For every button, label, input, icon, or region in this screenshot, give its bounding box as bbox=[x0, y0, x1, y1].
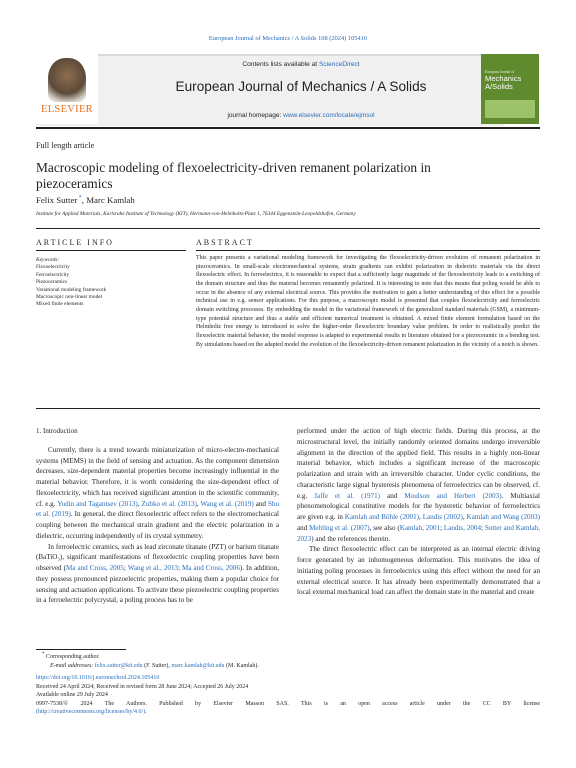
ref-link[interactable]: Yudin and Tagantsev (2013) bbox=[57, 499, 138, 508]
paragraph: Currently, there is a trend towards miniaturization of micro-electro-mechanical systems (MEMS) in the field of sensing and actuation. As the component dimension decreases, size-dependent material properties become increasingly influential in the material behavior. Therefore, it is worth considering the size-dependent effect of flexoelectricity, which has received significant attention in the scientific community, cf. e.g. Yudin and Tagantsev (2013), Zubko et al. (2013), Wang et al. (2019) and Shu et al. (2019). In general, the direct flexoelectric effect refers to the electromechanical coupling between the mechanical strain gradient and the electric polarization in a dielectric, occurring independently of its crystal symmetry. bbox=[36, 445, 280, 540]
corresponding-note: * Corresponding author. bbox=[42, 652, 100, 660]
abstract-text: This paper presents a variational modeling framework for investigating the flexoelectricity-driven evolution of remanent polarization in piezoceramics. In small-scale electromechanical systems, strain gradients can exhibit polarization in dielectric materials via the direct flexoelectric effect. In ferroelectrics, it is reasonable to expect that a sufficiently large magnitude of the flexoelectricity leads to a switching of the domain structure and thus the material becomes remanently polarized. It is interesting to note that this means that poling would be able to occur in the absence of any external electrical source. This provides the motivation to gain a better understanding of this effect for a possible technical use in e.g. sensor applications. For this purpose, a macroscopic model is presented that couples flexoelectricity and ferroelectric domain switching processes. By embedding the model in the variational framework of the generalized standard materials (GSM), a minimum-type potential structure and thus a stable and efficient numerical treatment is obtained. A mixed finite element formulation based on the Helmholtz free energy is introduced to solve the higher-order flexoelectric boundary value problem. In order to realistically predict the flexoelectric material behavior, the model response is adapted to experimental results in literature obtained for a piezoceramic in a bending test. By simulations based on the adapted model the evolution of the flexoelectricity-driven remanent polarization in the vicinity of a notch is shown. bbox=[196, 255, 540, 348]
ref-link[interactable]: Moulson and Herbert (2003) bbox=[404, 491, 502, 500]
paragraph: performed under the action of high electric fields. During this process, at the microstructural level, the initially randomly oriented domains undergo irreversible alignment in the direction of the applied field. This results in a highly non-linear material behavior, which includes a significant increase of the macroscopic polarization and strain with an irreversible character. Under cyclic conditions, the characteristic large signal hysteresis phenomena of ferroelectrics can be observed, cf. e.g. Jaffe et al. (1971) and Moulson and Herbert (2003). Multiaxial phenomenological constitutive models for the hysteretic behavior of ferroelectrics are given e.g. in Kamlah and Böhle (2001), Landis (2002), Kamlah and Wang (2003) and Mehling et al. (2007), see also (Kamlah, 2001; Landis, 2004; Sutter and Kamlah, 2023) and the references therein. bbox=[297, 427, 541, 543]
abstract-heading: ABSTRACT bbox=[196, 238, 254, 247]
ref-link[interactable]: Kamlah and Böhle (2001) bbox=[344, 513, 420, 521]
journal-title: European Journal of Mechanics / A Solids bbox=[175, 79, 427, 94]
section-title-introduction: 1. Introduction bbox=[36, 427, 78, 435]
ref-link[interactable]: Shu et al. (2019) bbox=[36, 499, 280, 519]
article-info-heading: ARTICLE INFO bbox=[36, 238, 114, 247]
keyword: Mixed finite elements bbox=[36, 301, 84, 308]
elsevier-wordmark: ELSEVIER bbox=[41, 104, 93, 115]
paragraph: The direct flexoelectric effect can be interpreted as an internal electric driving force generated by an inhomogeneous deformation. This motivates the idea of initiating poling processes in ferroelectrics using this effect without the need for an external electrical source. It has already been experimentally demonstrated that a local external mechanical load can affect the domain state in the material and create bbox=[297, 545, 540, 597]
corresponding-author-mark[interactable]: * bbox=[77, 195, 82, 202]
elsevier-logo[interactable] bbox=[36, 54, 98, 124]
author-kamlah[interactable]: Marc Kamlah bbox=[86, 195, 135, 205]
ref-link[interactable]: Kamlah, 2001 bbox=[399, 523, 441, 532]
article-metadata: https://doi.org/10.1016/j.euromechsol.2024.105410 Received 24 April 2024; Received in revised form 28 June 2024; Accepted 26 July 2024 Available online 29 July 2024 0997-7538/© 2024 The Authors. Published by Elsevier Masson SAS. This is an open access article under the CC BY license (http://creativecommons.org/licenses/by/4.0/). bbox=[36, 675, 540, 716]
license-link[interactable]: (http://creativecommons.org/licenses/by/4.0/) bbox=[36, 709, 146, 716]
article-type: Full length article bbox=[36, 141, 95, 150]
ref-link[interactable]: Mehling et al. (2007) bbox=[309, 523, 370, 532]
online-date: Available online 29 July 2024 bbox=[36, 692, 108, 699]
paper-title: Macroscopic modeling of flexoelectricity-driven remanent polarization in piezoceramics bbox=[36, 160, 431, 191]
received-dates: Received 24 April 2024; Received in revised form 28 June 2024; Accepted 26 July 2024 bbox=[36, 683, 249, 690]
author-sutter[interactable]: Felix Sutter bbox=[36, 195, 78, 205]
ref-link[interactable]: Jaffe et al. (1971) bbox=[314, 491, 381, 500]
ref-link[interactable]: Ma and Cross, 2006 bbox=[182, 564, 240, 572]
paragraph: In ferroelectric ceramics, such as lead zirconate titanate (PZT) or barium titanate (BaTiO₃), significant manifestations of flexoelectric coupling properties have been observed (Ma and Cross, 2005; Wang et al., 2013; Ma and Cross, 2006). In addition, they possess pronounced piezoelectric properties, making them a popular choice for sensing and actuation applications. To activate these piezoelectric coupling properties in a ferroelectric polycrystal, a poling process has to be bbox=[36, 542, 279, 605]
keyword: Variational modeling framework bbox=[36, 286, 107, 293]
homepage-link[interactable]: www.elsevier.com/locate/ejmsol bbox=[283, 112, 375, 119]
keywords-block bbox=[36, 257, 106, 309]
ref-link[interactable]: Ma and Cross, 2005 bbox=[65, 564, 124, 572]
keyword: Piezoceramics bbox=[36, 279, 68, 286]
cover-subtitle: European Journal of bbox=[485, 70, 515, 74]
author-list: Felix Sutter *, Marc Kamlah bbox=[36, 195, 135, 205]
email-link-sutter[interactable]: felix.sutter@kit.edu bbox=[94, 663, 143, 669]
cover-image bbox=[485, 100, 535, 118]
body-right-column bbox=[297, 426, 540, 598]
license-text: 0997-7538/© 2024 The Authors. Published by Elsevier Masson SAS. This is an open access article under the CC BY license bbox=[36, 700, 540, 707]
sciencedirect-link[interactable]: ScienceDirect bbox=[318, 61, 360, 68]
email-line: E-mail addresses: felix.sutter@kit.edu (F. Sutter), marc.kamlah@kit.edu (M. Kamlah). bbox=[50, 663, 259, 669]
abstract-divider bbox=[196, 250, 540, 251]
abstract-end-divider bbox=[36, 408, 540, 409]
email-link-kamlah[interactable]: marc.kamlah@kit.edu bbox=[171, 663, 225, 669]
journal-homepage: journal homepage: www.elsevier.com/locate/ejmsol bbox=[227, 112, 375, 119]
article-info-divider bbox=[36, 250, 186, 251]
keyword: Macroscopic non-linear model bbox=[36, 294, 103, 301]
ref-link[interactable]: Sutter and Kamlah, 2023 bbox=[297, 523, 540, 543]
ref-link[interactable]: Zubko et al. (2013) bbox=[141, 499, 197, 508]
keyword: Flexoelectricity bbox=[36, 264, 70, 271]
keywords-label: Keywords: bbox=[36, 257, 60, 263]
journal-citation[interactable]: European Journal of Mechanics / A Solids 108 (2024) 105410 bbox=[208, 35, 368, 42]
header-divider bbox=[36, 127, 540, 129]
affiliation: Institute for Applied Materials, Karlsruhe Institute of Technology (KIT), Hermann-von-Helmholtz-Platz 1, 76344 Eggenstein-Leopoldshafen, Germany bbox=[36, 211, 356, 217]
journal-cover-thumbnail[interactable] bbox=[481, 54, 539, 124]
contents-available: Contents lists available at ScienceDirect bbox=[242, 61, 360, 68]
ref-link[interactable]: Landis (2002) bbox=[422, 513, 463, 521]
body-left-column bbox=[36, 426, 279, 606]
cover-title: Mechanics A/Solids bbox=[485, 74, 522, 91]
ref-link[interactable]: Landis, 2004 bbox=[443, 523, 482, 532]
doi-link[interactable]: https://doi.org/10.1016/j.euromechsol.2024.105410 bbox=[36, 675, 160, 681]
elsevier-tree-icon bbox=[48, 58, 86, 102]
ref-link[interactable]: Wang et al., 2013 bbox=[127, 564, 179, 572]
ref-link[interactable]: Wang et al. (2019) bbox=[200, 499, 254, 508]
title-divider bbox=[36, 228, 540, 229]
keyword: Ferroelectricity bbox=[36, 271, 70, 278]
footnote bbox=[36, 650, 540, 671]
ref-link[interactable]: Kamlah and Wang (2003) bbox=[466, 513, 541, 521]
